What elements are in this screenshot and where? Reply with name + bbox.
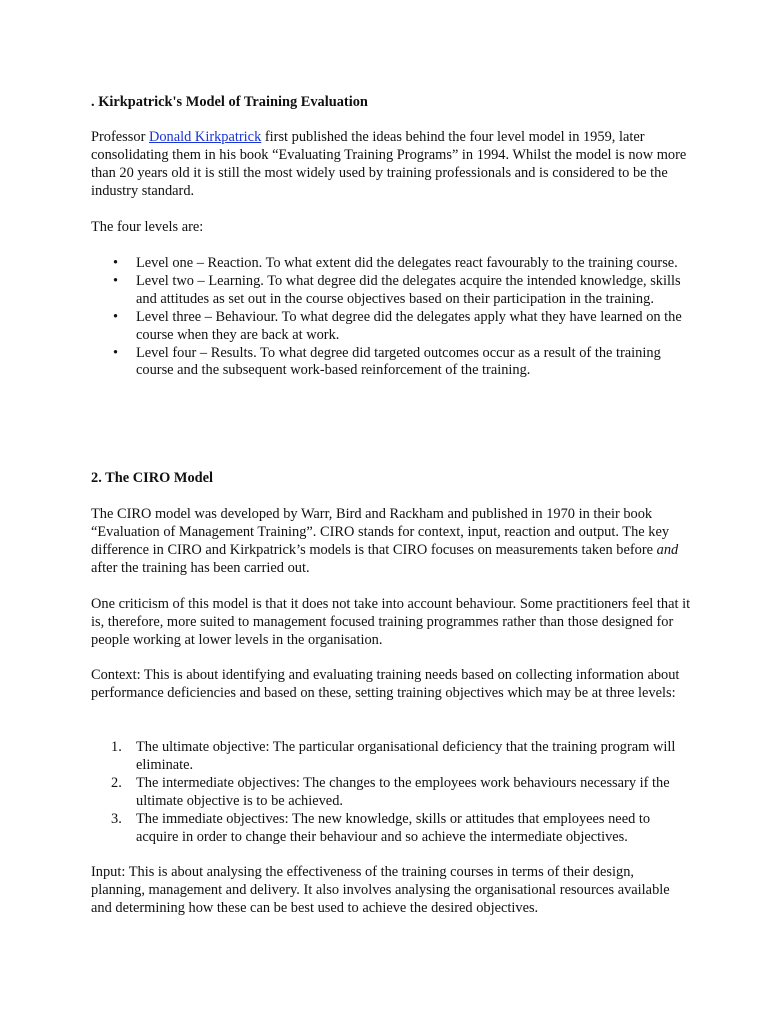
input-paragraph: Input: This is about analysing the effectiveness of the training courses in terms of their design, planning, management and delivery. It also involves analysing the organisational resources available and determining how these can be best used to achieve the desired objectives. — [91, 864, 670, 916]
level-text: Level three – Behaviour. To what degree did the delegates apply what they have learned on the course when they are back at work. — [136, 308, 682, 343]
list-item — [91, 811, 691, 847]
list-item — [91, 273, 691, 309]
list-item — [91, 775, 691, 811]
bullet: • — [113, 272, 119, 289]
levels-list — [91, 255, 691, 380]
item-number: 3. — [111, 810, 122, 827]
objective-text: The immediate objectives: The new knowledge, skills or attitudes that employees need to acquire in order to change their behaviour and so achieve the intermediate objectives. — [136, 810, 651, 845]
heading-kirkpatrick: . Kirkpatrick's Model of Training Evaluation — [91, 94, 368, 110]
intro-suffix: first published the ideas behind the four level model in 1959, later consolidating them in his book “Evaluating Training Programs” in 1994. Whilst the model is now more than 20 years old it is still the most widely used by training professionals and is considered to be the industry standard. — [91, 129, 687, 199]
bullet: • — [113, 255, 119, 271]
context-paragraph: Context: This is about identifying and evaluating training needs based on collecting information about performance deficiencies and based on these, setting training objectives which may be at three levels: — [91, 667, 680, 701]
list-item — [91, 255, 691, 273]
donald-kirkpatrick-link[interactable]: Donald Kirkpatrick — [148, 129, 262, 145]
objectives-list — [91, 739, 691, 846]
criticism-paragraph: One criticism of this model is that it does not take into account behaviour. Some practitioners feel that it is, therefore, more suited to management focused training programmes rather than those designed for people working at lower levels in the organisation. — [91, 596, 691, 648]
objective-text: The ultimate objective: The particular organisational deficiency that the training program will eliminate. — [136, 739, 676, 773]
ciro-emphasis: and — [656, 541, 679, 558]
objective-text: The intermediate objectives: The changes to the employees work behaviours necessary if the ultimate objective is to be achieved. — [136, 774, 670, 809]
heading-ciro: 2. The CIRO Model — [91, 470, 214, 486]
item-number: 1. — [111, 739, 122, 755]
intro-prefix: Professor — [91, 129, 149, 145]
ciro-paragraph — [91, 506, 691, 578]
level-text: Level two – Learning. To what degree did the delegates acquire the intended knowledge, skills and attitudes as set out in the course objectives based on their participation in the training. — [136, 272, 681, 307]
item-number: 2. — [111, 774, 122, 791]
bullet: • — [113, 344, 119, 361]
ciro-text-1: The CIRO model was developed by Warr, Bird and Rackham and published in 1970 in their book “Evaluation of Management Training”. CIRO stands for context, input, reaction and output. The key difference in CIRO and Kirkpatrick’s models is that CIRO focuses on measurements taken before — [91, 506, 670, 558]
bullet: • — [113, 308, 119, 325]
list-item — [91, 309, 691, 345]
list-item — [91, 345, 691, 381]
levels-intro: The four levels are: — [91, 219, 204, 235]
level-text: Level four – Results. To what degree did targeted outcomes occur as a result of the training course and the subsequent work-based reinforcement of the training. — [136, 344, 661, 379]
level-text: Level one – Reaction. To what extent did the delegates react favourably to the training course. — [136, 255, 678, 271]
ciro-text-2: after the training has been carried out. — [91, 559, 310, 576]
list-item — [91, 739, 691, 775]
intro-paragraph — [91, 129, 691, 201]
